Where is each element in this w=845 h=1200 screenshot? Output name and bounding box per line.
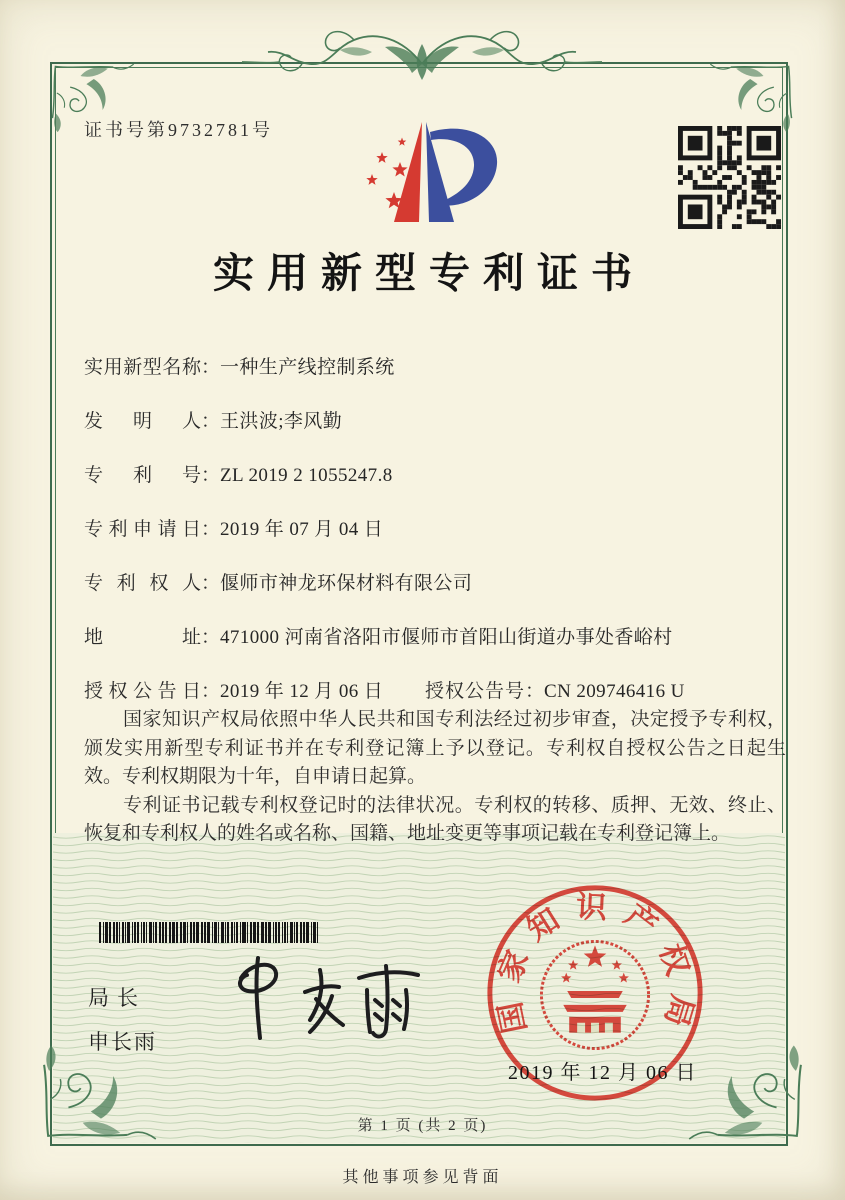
field-label: 专利申请日: [84, 519, 201, 540]
certificate-title: 实用新型专利证书: [213, 250, 645, 296]
page-number: 第 1 页 (共 2 页): [357, 1118, 488, 1134]
certificate-fields: [84, 352, 788, 730]
legal-text-block: [84, 706, 786, 849]
field-colon: ：: [201, 465, 221, 486]
field-value: 偃师市神龙环保材料有限公司: [220, 573, 473, 594]
field-colon: ：: [201, 573, 221, 594]
field-row-patentee: [84, 568, 788, 622]
legal-paragraph: 专利证书记载专利权登记时的法律状况。专利权的转移、质押、无效、终止、恢复和专利权人的姓名或名称、国籍、地址变更等事项记载在专利登记簿上。: [84, 794, 786, 844]
top-dragon-flourish-ornament: [242, 6, 602, 98]
field-value: ZL 2019 2 1055247.8: [220, 465, 393, 486]
field-colon: ：: [201, 627, 221, 648]
seal-date: 2019 年 12 月 06 日: [508, 1062, 697, 1084]
field-colon: ：: [201, 681, 221, 702]
field-label: 地址: [84, 627, 201, 648]
director-name: 申长雨: [88, 1030, 157, 1054]
field-label: 专利号: [84, 465, 201, 486]
back-side-note: 其他事项参见背面: [342, 1169, 503, 1186]
grant-date: [84, 681, 383, 702]
field-row-inventor: [84, 406, 788, 460]
field-value: 王洪波;李风勤: [220, 411, 343, 432]
qr-code: [678, 126, 781, 229]
field-value: 2019 年 12 月 06 日: [220, 681, 384, 702]
field-label: 发明人: [84, 411, 201, 432]
field-row-utility-model-name: [84, 352, 788, 406]
field-row-filing-date: [84, 514, 788, 568]
field-value: 一种生产线控制系统: [220, 357, 395, 378]
barcode: [99, 922, 321, 943]
field-value: CN 209746416 U: [544, 681, 685, 702]
field-colon: ：: [201, 411, 221, 432]
cnipa-logo: [336, 116, 518, 234]
field-value: 2019 年 07 月 04 日: [220, 519, 384, 540]
svg-text:国家知识产权局: 国家知识产权局: [490, 889, 700, 1045]
field-label: 授权公告号: [425, 681, 526, 702]
field-row-patent-number: [84, 460, 788, 514]
field-label: 专利权人: [84, 573, 201, 594]
field-value: 471000 河南省洛阳市偃师市首阳山街道办事处香峪村: [220, 627, 673, 648]
director-signature: [228, 946, 428, 1046]
field-label: 实用新型名称: [84, 357, 201, 378]
corner-flourish-ornament: [48, 62, 144, 158]
certificate-number: 证书号第9732781号: [84, 120, 273, 140]
grant-number: [425, 676, 685, 703]
field-row-address: [84, 622, 788, 676]
field-colon: ：: [525, 681, 545, 702]
field-colon: ：: [201, 519, 221, 540]
director-title: 局长: [88, 986, 146, 1010]
field-label: 授权公告日: [84, 681, 201, 702]
legal-paragraph: 国家知识产权局依照中华人民共和国专利法经过初步审查，决定授予专利权，颁发实用新型专利证书并在专利登记簿上予以登记。专利权自授权公告之日起生效。专利权期限为十年，自申请日起算。: [84, 709, 786, 787]
field-colon: ：: [201, 357, 221, 378]
